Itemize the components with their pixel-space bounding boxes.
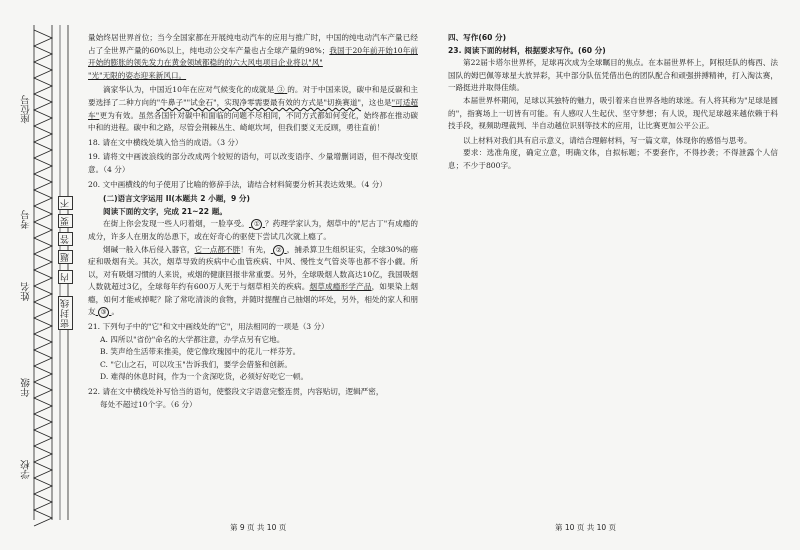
section-4-heading: 四、写作(60 分) <box>448 33 507 42</box>
option-b: B. 笑声给生活带来推美，使它像玫瑰园中的花儿一样芬芳。 <box>100 347 301 357</box>
page-9-footer: 第 9 页 共 10 页 <box>230 523 287 532</box>
question-22: 22. 请在文中横线处补写恰当的语句，使整段文字语意完整连贯，内容贴切，逻辑严密， <box>88 387 384 397</box>
writing-prompt: 以上材料对我们具有启示意义，请结合理解材料，写一篇文章，体现你的感悟与思考。 <box>463 135 752 145</box>
question-20: 20. 文中画横线的句子使用了比喻的修辞手法，请结合材料简要分析其表达效果。（4 分） <box>88 179 387 189</box>
option-c: C. "它山之石，可以攻玉"告诉我们，要学会借鉴和创新。 <box>100 359 293 369</box>
grade-label: 年级 <box>21 378 32 397</box>
section-2-heading: (二)语言文字运用 II(本题共 2 小题，9 分) <box>103 194 250 204</box>
question-23: 23. 阅读下面的材料，根据要求写作。(60 分) <box>448 45 606 55</box>
exam-number-label: 座位号 <box>21 95 32 124</box>
question-19: 19. 请将文中画波浪线的部分改成两个较短的语句，可以改变语序、少量增删词语，但不得改变原意。（4 分） <box>88 152 418 174</box>
paragraph-3: 在街上你会发现一些人叼着烟，一脸享受。 ① ？药理学家认为，烟草中的"尼古丁"有成瘾的成分，许多人在朋友的怂恿下，或在好奇心的驱使下尝试几次就上瘾了。 <box>88 219 419 241</box>
reading-instruction: 阅读下面的文字，完成 21~22 题。 <box>103 206 227 216</box>
paragraph-1: 量始终居世界首位；当今全国家都在开展纯电动汽车的应用与推广时，中国的纯电动汽车产量已经占了全世界产量的60%以上，纯电动公交车产量也占全球产量的98%；我国于20年前开始10年前开始的膨胀的领先发力在黄金领域都稳的的六大风电项目企业将以"风" "光"无限的姿态迎来新风口。 <box>88 33 418 80</box>
seal-word-4: 题 <box>58 250 73 264</box>
binding-zigzag <box>34 30 52 526</box>
question-22-note: 每处不超过10个字。（6 分） <box>100 399 197 409</box>
seal-inside: 内 <box>58 270 73 284</box>
name-label: 姓名 <box>21 282 32 301</box>
paragraph-2: 滴家华认为，中国近10年在应对气候变化的成就是 ③ 的。对于中国来说，碳中和是反碳和主要选择了二种方向的"牛鼻子""试金石"，实现净零需要最有效的方式是"切换赛道"，这也是"可适超车"更为有效。虽然各国针对碳中和面临的问题不尽相同，不同方式都如何变化，始终都在推动碳中和的进程。碳中和之路，尽管会荆棘丛生、崎岖坎坷，但我们要义无反顾，勇往直前！ <box>88 85 419 133</box>
material-paragraph-1: 第22届卡塔尔世界杯，足球再次成为全球瞩目的焦点。在本届世界杯上，阿根廷队的梅西、法国队的姆巴佩等球星大放异彩，其中部分队伍凭借出色的团队配合和顽强拼搏精神，打入淘汰赛，一路挺进并取得佳绩。 <box>448 58 778 93</box>
page-9-column <box>88 32 418 411</box>
exam-id-label: 考号 <box>21 210 32 229</box>
question-21: 21. 下列句子中的"它"和文中画线处的"它"，用法相同的一项是（3 分） <box>88 322 329 332</box>
binding-margin <box>0 0 80 550</box>
option-d: D. 难得的休息时间，作为一个贪深吃货，必须好好吃它一顿。 <box>100 372 309 382</box>
seal-word-3: 答 <box>58 232 73 246</box>
page-10-column <box>448 32 778 173</box>
writing-requirements: 要求：选准角度，确定立意，明确文体，自拟标题；不要套作，不得抄袭；不得泄露个人信息；不少于800字。 <box>448 148 778 170</box>
paragraph-4: 烟碱一般入体后侵入器官，它一点都不胖！有先， ② ，捕杀算卫生组织证实，全球30%的癌症和吸烟有关。其次，烟草导致的疾病中心血管疾病、中风、慢性支气管炎等也都不容小觑。所以，对有吸烟习惯的人来说，戒烟的健康回报非常重要。另外，全球吸烟人数高达10亿，我国吸烟人数就超过3亿，全球每年约有600万人死于与烟草相关的疾病。烟草成瘾形学产品，如果染上烟瘾，如何才能戒掉呢？除了常吃清淡的食物，并随时提醒自己抽烟的坏处，另外，相处的家人和朋友 ③ 。 <box>88 244 419 317</box>
seal-word-1: 不 <box>58 196 73 210</box>
seal-line-label: 密封线 <box>58 296 73 330</box>
material-paragraph-2: 本届世界杯期间，足球以其独特的魅力，吸引着来自世界各地的球迷。有人将其称为"足球是圆的"，指赛场上一切皆有可能。有人感叹人生起伏、坚守梦想；有人说，现代足球越来越依赖于科技手段，视频助理裁判、半自动越位识别等技术的应用，让比赛更加公平公正。 <box>448 95 778 131</box>
school-label: 学校 <box>21 460 32 479</box>
question-18: 18. 请在文中横线处填入恰当的成语。（3 分） <box>88 137 243 147</box>
page-10-footer: 第 10 页 共 10 页 <box>555 523 617 532</box>
option-a: A. 四所以"省份"命名的大学都注意，办学点另有它地。 <box>100 334 285 344</box>
seal-word-2: 要 <box>58 214 73 228</box>
